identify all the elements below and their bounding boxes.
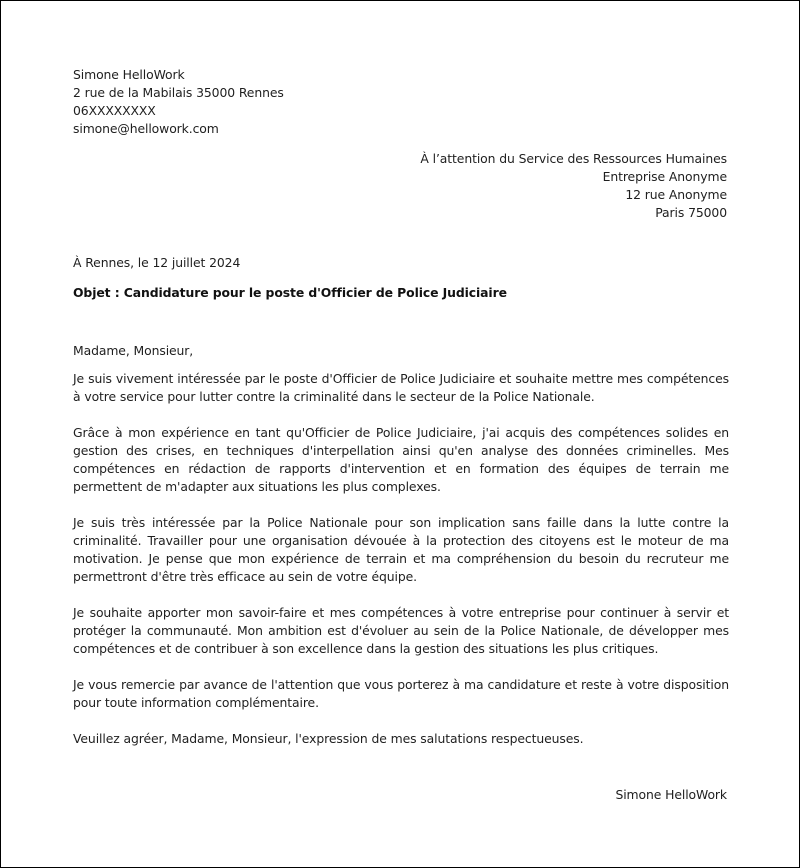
body-paragraph: Je suis vivement intéressée par le poste d'Officier de Police Judiciaire et souhaite mettre mes compétences à votre service pour lutter contre la criminalité dans le secteur de la Police Nationale. (73, 371, 729, 404)
letter-greeting: Madame, Monsieur, (73, 343, 194, 358)
letter-closing: Veuillez agréer, Madame, Monsieur, l'expression de mes salutations respectueuses. (73, 731, 584, 746)
sender-address: 2 rue de la Mabilais 35000 Rennes (73, 85, 284, 100)
recipient-block (420, 150, 727, 222)
recipient-attention: À l’attention du Service des Ressources Humaines (420, 151, 727, 166)
recipient-city: Paris 75000 (655, 205, 727, 220)
body-paragraph: Grâce à mon expérience en tant qu'Officier de Police Judiciaire, j'ai acquis des compétences solides en gestion des crises, en techniques d'interpellation ainsi qu'en analyse des données criminelles. Mes compétences en rédaction de rapports d'intervention et en formation des équipes de terrain me permettent de m'adapter aux situations les plus complexes. (73, 425, 729, 494)
letter-body (73, 342, 729, 748)
letter-signature: Simone HelloWork (615, 787, 727, 802)
sender-email: simone@hellowork.com (73, 121, 219, 136)
recipient-company: Entreprise Anonyme (602, 169, 727, 184)
body-paragraph: Je souhaite apporter mon savoir-faire et mes compétences à votre entreprise pour continuer à servir et protéger la communauté. Mon ambition est d'évoluer au sein de la Police Nationale, de développer mes compétences et de contribuer à son excellence dans la gestion des situations les plus critiques. (73, 605, 729, 656)
letter-date: À Rennes, le 12 juillet 2024 (73, 255, 241, 270)
body-paragraph: Je vous remercie par avance de l'attention que vous porterez à ma candidature et reste à votre disposition pour toute information complémentaire. (73, 677, 729, 710)
sender-phone: 06XXXXXXXX (73, 103, 156, 118)
letter-subject: Objet : Candidature pour le poste d'Officier de Police Judiciaire (73, 285, 507, 300)
recipient-street: 12 rue Anonyme (625, 187, 727, 202)
sender-block (73, 66, 284, 138)
body-paragraph: Je suis très intéressée par la Police Nationale pour son implication sans faille dans la lutte contre la criminalité. Travailler pour une organisation dévouée à la protection des citoyens est le moteur de ma motivation. Je pense que mon expérience de terrain et ma compréhension du besoin du recruteur me permettront d'être très efficace au sein de votre équipe. (73, 515, 729, 584)
sender-name: Simone HelloWork (73, 67, 185, 82)
